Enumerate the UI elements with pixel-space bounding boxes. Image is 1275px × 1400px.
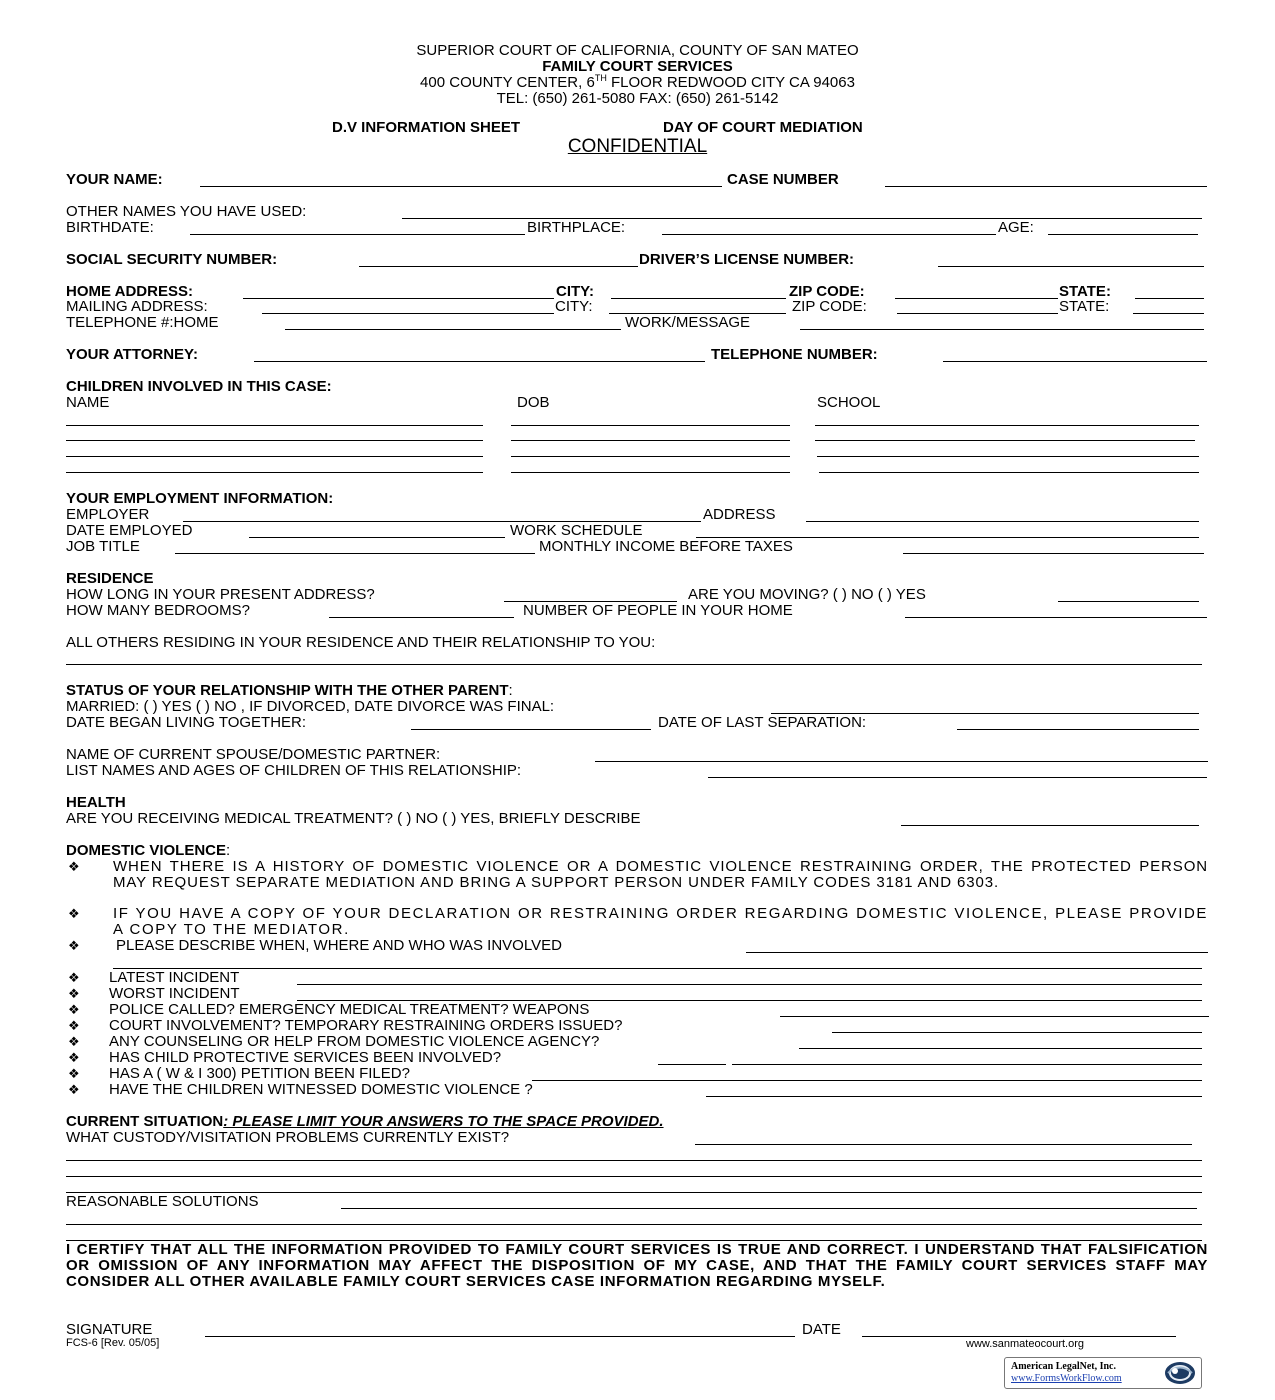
cps-yes-no-field[interactable] (658, 1064, 726, 1065)
form-id: FCS-6 [Rev. 05/05] (66, 1337, 160, 1349)
job-title-field[interactable] (175, 553, 535, 554)
court-involvement-label: COURT INVOLVEMENT? TEMPORARY RESTRAINING ORDERS ISSUED? (109, 1017, 623, 1034)
relationship-heading: STATUS OF YOUR RELATIONSHIP WITH THE OTHER PARENT: (66, 682, 513, 699)
attorney-label: YOUR ATTORNEY: (66, 346, 198, 363)
how-long-label: HOW LONG IN YOUR PRESENT ADDRESS? (66, 586, 375, 603)
employer-address-field[interactable] (806, 521, 1199, 522)
petition-field[interactable] (532, 1080, 1202, 1081)
child-dob-column: DOB (517, 394, 550, 411)
certification-statement: I CERTIFY THAT ALL THE INFORMATION PROVIDED TO FAMILY COURT SERVICES IS TRUE AND CORRECT. I UNDERSTAND THAT FALSIFICATION OR OMISSION OF ANY INFORMATION MAY AFFECT THE DISPOSITION OF MY CASE, AND THAT THE FAMILY COURT SERVICES STAFF MAY CONSIDER ALL OTHER AVAILABLE FAMILY COURT SERVICES CASE INFORMATION REGARDING MYSELF. (66, 1241, 1208, 1290)
children-witnessed-field[interactable] (706, 1096, 1202, 1097)
age-label: AGE: (998, 219, 1034, 236)
home-zip-field[interactable] (895, 298, 1058, 299)
child-school-field[interactable] (817, 456, 1199, 457)
monthly-income-field[interactable] (903, 553, 1204, 554)
mailing-address-field[interactable] (262, 313, 554, 314)
dv-describe-field[interactable] (113, 968, 1202, 969)
date-label: DATE (802, 1321, 841, 1338)
diamond-bullet-icon: ❖ (68, 859, 80, 874)
married-question[interactable]: MARRIED: ( ) YES ( ) NO , IF DIVORCED, DATE DIVORCE WAS FINAL: (66, 698, 555, 715)
custody-problems-label: WHAT CUSTODY/VISITATION PROBLEMS CURRENTLY EXIST? (66, 1129, 510, 1146)
worst-incident-label: WORST INCIDENT (109, 985, 240, 1002)
reasonable-solutions-label: REASONABLE SOLUTIONS (66, 1193, 259, 1210)
case-number-label: CASE NUMBER (727, 171, 839, 188)
mailing-state-field[interactable] (1133, 313, 1204, 314)
child-name-field[interactable] (66, 472, 483, 473)
diamond-bullet-icon: ❖ (68, 986, 80, 1001)
your-name-label: YOUR NAME: (66, 171, 163, 188)
child-school-field[interactable] (815, 440, 1195, 441)
date-employed-field[interactable] (249, 537, 505, 538)
mailing-zip-field[interactable] (897, 313, 1058, 314)
home-city-label: CITY: (556, 283, 595, 300)
home-state-label: STATE: (1059, 283, 1111, 300)
child-dob-field[interactable] (511, 456, 790, 457)
attorney-field[interactable] (254, 361, 705, 362)
moving-field[interactable] (1058, 601, 1199, 602)
reasonable-solutions-field[interactable] (341, 1208, 1197, 1209)
dv-describe-label: PLEASE DESCRIBE WHEN, WHERE AND WHO WAS INVOLVED (116, 937, 562, 954)
last-separation-field[interactable] (957, 729, 1199, 730)
work-message-label: WORK/MESSAGE (625, 314, 751, 331)
ssn-label: SOCIAL SECURITY NUMBER: (66, 251, 278, 268)
other-names-field[interactable] (402, 218, 1202, 219)
child-school-column: SCHOOL (817, 394, 881, 411)
confidential-heading: CONFIDENTIAL (567, 136, 708, 157)
birthplace-label: BIRTHPLACE: (527, 219, 626, 236)
began-living-label: DATE BEGAN LIVING TOGETHER: (66, 714, 307, 731)
current-situation-heading: CURRENT SITUATION: PLEASE LIMIT YOUR ANSWERS TO THE SPACE PROVIDED. (66, 1113, 664, 1130)
telephone-home-label: TELEPHONE #:HOME (66, 314, 219, 331)
other-names-label: OTHER NAMES YOU HAVE USED: (66, 203, 307, 220)
home-address-field[interactable] (243, 298, 554, 299)
employment-heading: YOUR EMPLOYMENT INFORMATION: (66, 490, 334, 507)
attorney-phone-label: TELEPHONE NUMBER: (711, 346, 878, 363)
form-subtitle: DAY OF COURT MEDIATION (663, 119, 863, 136)
job-title-label: JOB TITLE (66, 538, 140, 555)
custody-problems-field[interactable] (66, 1160, 1202, 1161)
latest-incident-field[interactable] (297, 984, 1202, 985)
employer-label: EMPLOYER (66, 506, 150, 523)
petition-label: HAS A ( W & I 300) PETITION BEEN FILED? (109, 1065, 410, 1082)
drivers-license-field[interactable] (938, 266, 1204, 267)
child-school-field[interactable] (815, 425, 1199, 426)
counseling-label: ANY COUNSELING OR HELP FROM DOMESTIC VIOLENCE AGENCY? (109, 1033, 600, 1050)
court-phone: TEL: (650) 261-5080 FAX: (650) 261-5142 (496, 90, 779, 107)
child-dob-field[interactable] (511, 425, 790, 426)
child-name-field[interactable] (66, 456, 483, 457)
dv-describe-field[interactable] (746, 952, 1208, 953)
cps-field[interactable] (732, 1064, 1202, 1065)
dv-item-copy-declaration: IF YOU HAVE A COPY OF YOUR DECLARATION OR RESTRAINING ORDER REGARDING DOMESTIC VIOLENCE, PLEASE PROVIDE A COPY TO THE MEDIATOR. (113, 905, 1208, 938)
home-state-field[interactable] (1135, 298, 1204, 299)
home-address-label: HOME ADDRESS: (66, 283, 193, 300)
signature-date-field[interactable] (862, 1336, 1176, 1337)
diamond-bullet-icon: ❖ (68, 1050, 80, 1065)
diamond-bullet-icon: ❖ (68, 1018, 80, 1033)
cps-label: HAS CHILD PROTECTIVE SERVICES BEEN INVOLVED? (109, 1049, 502, 1066)
diamond-bullet-icon: ❖ (68, 906, 80, 921)
diamond-bullet-icon: ❖ (68, 1034, 80, 1049)
child-school-field[interactable] (819, 472, 1199, 473)
department-name: FAMILY COURT SERVICES (542, 58, 733, 75)
drivers-license-label: DRIVER’S LICENSE NUMBER: (639, 251, 855, 268)
latest-incident-label: LATEST INCIDENT (109, 969, 240, 986)
medical-question[interactable]: ARE YOU RECEIVING MEDICAL TREATMENT? ( ) NO ( ) YES, BRIEFLY DESCRIBE (66, 810, 641, 827)
birthplace-field[interactable] (662, 234, 996, 235)
others-residing-label: ALL OTHERS RESIDING IN YOUR RESIDENCE AND THEIR RELATIONSHIP TO YOU: (66, 634, 656, 651)
form-title: D.V INFORMATION SHEET (332, 119, 521, 136)
last-separation-label: DATE OF LAST SEPARATION: (658, 714, 867, 731)
court-address: 400 COUNTY CENTER, 6TH FLOOR REDWOOD CITY CA 94063 (420, 73, 855, 91)
logo-website-link[interactable]: www.FormsWorkFlow.com (1011, 1373, 1122, 1384)
health-heading: HEALTH (66, 794, 126, 811)
police-called-field[interactable] (780, 1016, 1209, 1017)
birthdate-field[interactable] (190, 234, 525, 235)
telephone-home-field[interactable] (285, 329, 621, 330)
birthdate-label: BIRTHDATE: (66, 219, 154, 236)
mailing-city-label: CITY: (555, 298, 593, 315)
residence-heading: RESIDENCE (66, 570, 154, 587)
began-living-field[interactable] (411, 729, 651, 730)
current-spouse-label: NAME OF CURRENT SPOUSE/DOMESTIC PARTNER: (66, 746, 441, 763)
bedrooms-label: HOW MANY BEDROOMS? (66, 602, 250, 619)
court-involvement-field[interactable] (832, 1032, 1202, 1033)
home-city-field[interactable] (611, 298, 786, 299)
ssn-field[interactable] (359, 266, 638, 267)
attorney-phone-field[interactable] (943, 361, 1207, 362)
custody-problems-field[interactable] (695, 1144, 1192, 1145)
monthly-income-label: MONTHLY INCOME BEFORE TAXES (539, 538, 793, 555)
reasonable-solutions-field[interactable] (66, 1224, 1202, 1225)
signature-field[interactable] (205, 1336, 795, 1337)
employer-address-label: ADDRESS (703, 506, 776, 523)
legalnet-logo[interactable] (1004, 1357, 1202, 1389)
your-name-field[interactable] (200, 186, 722, 187)
medical-field[interactable] (901, 825, 1199, 826)
num-people-field[interactable] (905, 617, 1207, 618)
counseling-field[interactable] (799, 1048, 1202, 1049)
diamond-bullet-icon: ❖ (68, 938, 80, 953)
work-message-field[interactable] (800, 329, 1204, 330)
mailing-address-label: MAILING ADDRESS: (66, 298, 208, 315)
child-dob-field[interactable] (511, 440, 790, 441)
children-relationship-field[interactable] (708, 777, 1207, 778)
child-dob-field[interactable] (511, 472, 790, 473)
mailing-state-label: STATE: (1059, 298, 1110, 315)
diamond-bullet-icon: ❖ (68, 1066, 80, 1081)
child-name-column: NAME (66, 394, 110, 411)
work-schedule-label: WORK SCHEDULE (510, 522, 643, 539)
dv-heading: DOMESTIC VIOLENCE: (66, 842, 231, 859)
children-heading: CHILDREN INVOLVED IN THIS CASE: (66, 378, 332, 395)
court-website: www.sanmateocourt.org (966, 1338, 1084, 1350)
signature-label: SIGNATURE (66, 1321, 153, 1338)
dv-item-separate-mediation: WHEN THERE IS A HISTORY OF DOMESTIC VIOLENCE OR A DOMESTIC VIOLENCE RESTRAINING ORDER, THE PROTECTED PERSON MAY REQUEST SEPARATE MEDIATION AND BRING A SUPPORT PERSON UNDER FAMILY CODES 3181 AND 6303. (113, 858, 1208, 891)
children-witnessed-label: HAVE THE CHILDREN WITNESSED DOMESTIC VIOLENCE ? (109, 1081, 533, 1098)
diamond-bullet-icon: ❖ (68, 1002, 80, 1017)
court-name: SUPERIOR COURT OF CALIFORNIA, COUNTY OF SAN MATEO (416, 42, 859, 59)
diamond-bullet-icon: ❖ (68, 970, 80, 985)
moving-question[interactable]: ARE YOU MOVING? ( ) NO ( ) YES (688, 586, 926, 603)
child-name-field[interactable] (66, 425, 483, 426)
diamond-bullet-icon: ❖ (68, 1082, 80, 1097)
age-field[interactable] (1048, 234, 1198, 235)
home-zip-label: ZIP CODE: (789, 283, 865, 300)
globe-icon (1163, 1360, 1197, 1386)
children-relationship-label: LIST NAMES AND AGES OF CHILDREN OF THIS RELATIONSHIP: (66, 762, 522, 779)
custody-problems-field[interactable] (66, 1176, 1202, 1177)
others-residing-field[interactable] (66, 664, 1202, 665)
child-name-field[interactable] (66, 440, 483, 441)
date-employed-label: DATE EMPLOYED (66, 522, 193, 539)
bedrooms-field[interactable] (329, 617, 514, 618)
current-spouse-field[interactable] (595, 761, 1208, 762)
case-number-field[interactable] (885, 186, 1207, 187)
logo-company-name: American LegalNet, Inc. (1011, 1361, 1116, 1372)
mailing-zip-label: ZIP CODE: (792, 298, 867, 315)
num-people-label: NUMBER OF PEOPLE IN YOUR HOME (523, 602, 793, 619)
police-called-label: POLICE CALLED? EMERGENCY MEDICAL TREATMENT? WEAPONS (109, 1001, 590, 1018)
